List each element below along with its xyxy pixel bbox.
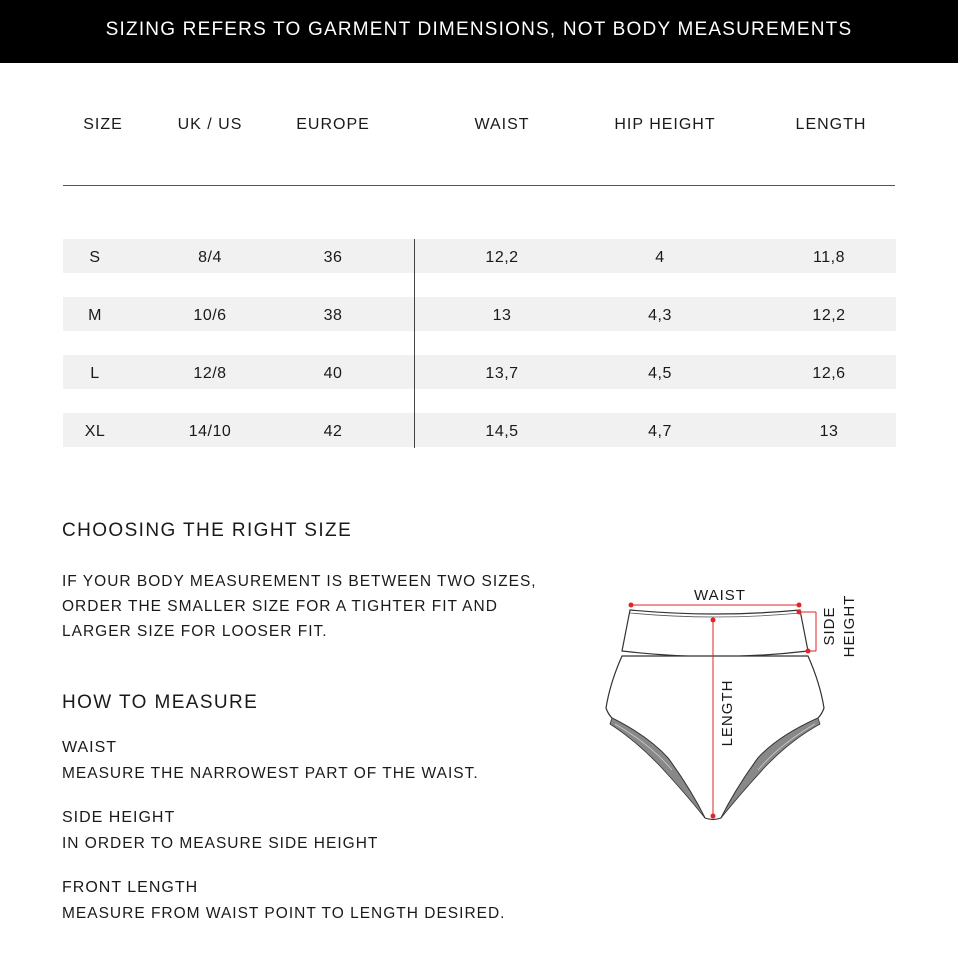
table-row (63, 355, 896, 389)
cell-europe: 42 (323, 423, 343, 440)
table-row (63, 239, 896, 273)
cell-waist: 14,5 (485, 423, 519, 440)
cell-europe: 40 (323, 365, 343, 382)
cell-size: S (89, 249, 101, 266)
side-height-label: SIDE HEIGHT (62, 809, 176, 826)
front-length-text: MEASURE FROM WAIST POINT TO LENGTH DESIRED. (62, 905, 506, 922)
garment-diagram (590, 578, 880, 828)
header-waist: WAIST (474, 116, 530, 133)
cell-uk-us: 8/4 (198, 249, 222, 266)
cell-europe: 36 (323, 249, 343, 266)
choosing-line: ORDER THE SMALLER SIZE FOR A TIGHTER FIT AND (62, 598, 498, 615)
choosing-title: CHOOSING THE RIGHT SIZE (62, 520, 353, 541)
header-uk-us: UK / US (177, 116, 243, 133)
front-length-label: FRONT LENGTH (62, 879, 199, 896)
waist-text: MEASURE THE NARROWEST PART OF THE WAIST. (62, 765, 479, 782)
cell-length: 13 (819, 423, 839, 440)
side-height-text: IN ORDER TO MEASURE SIDE HEIGHT (62, 835, 379, 852)
column-divider (414, 239, 415, 448)
cell-length: 12,2 (812, 307, 846, 324)
cell-size: XL (84, 423, 106, 440)
sizing-banner: SIZING REFERS TO GARMENT DIMENSIONS, NOT BODY MEASUREMENTS (0, 0, 958, 63)
cell-hip-height: 4 (655, 249, 665, 266)
header-length: LENGTH (795, 116, 867, 133)
cell-hip-height: 4,7 (648, 423, 672, 440)
cell-europe: 38 (323, 307, 343, 324)
cell-waist: 13 (492, 307, 512, 324)
header-hip-height: HIP HEIGHT (614, 116, 716, 133)
diagram-height-label: HEIGHT (841, 594, 858, 658)
choosing-text (62, 569, 537, 644)
header-divider (63, 185, 895, 186)
cell-hip-height: 4,5 (648, 365, 672, 382)
cell-length: 11,8 (813, 249, 845, 266)
choosing-line: IF YOUR BODY MEASUREMENT IS BETWEEN TWO SIZES, (62, 573, 537, 590)
cell-length: 12,6 (812, 365, 846, 382)
table-row (63, 297, 896, 331)
waist-label: WAIST (62, 739, 118, 756)
header-europe: EUROPE (296, 116, 370, 133)
diagram-waist-label: WAIST (694, 587, 746, 604)
measure-title: HOW TO MEASURE (62, 692, 259, 713)
cell-waist: 12,2 (485, 249, 519, 266)
cell-size: L (90, 365, 100, 382)
cell-waist: 13,7 (485, 365, 519, 382)
cell-size: M (88, 307, 102, 324)
header-size: SIZE (83, 116, 123, 133)
diagram-length-label: LENGTH (719, 679, 736, 747)
cell-uk-us: 10/6 (193, 307, 227, 324)
cell-uk-us: 12/8 (193, 365, 227, 382)
diagram-side-label: SIDE (821, 606, 838, 646)
cell-hip-height: 4,3 (648, 307, 672, 324)
cell-uk-us: 14/10 (188, 423, 232, 440)
choosing-line: LARGER SIZE FOR LOOSER FIT. (62, 623, 328, 640)
table-row (63, 413, 896, 447)
